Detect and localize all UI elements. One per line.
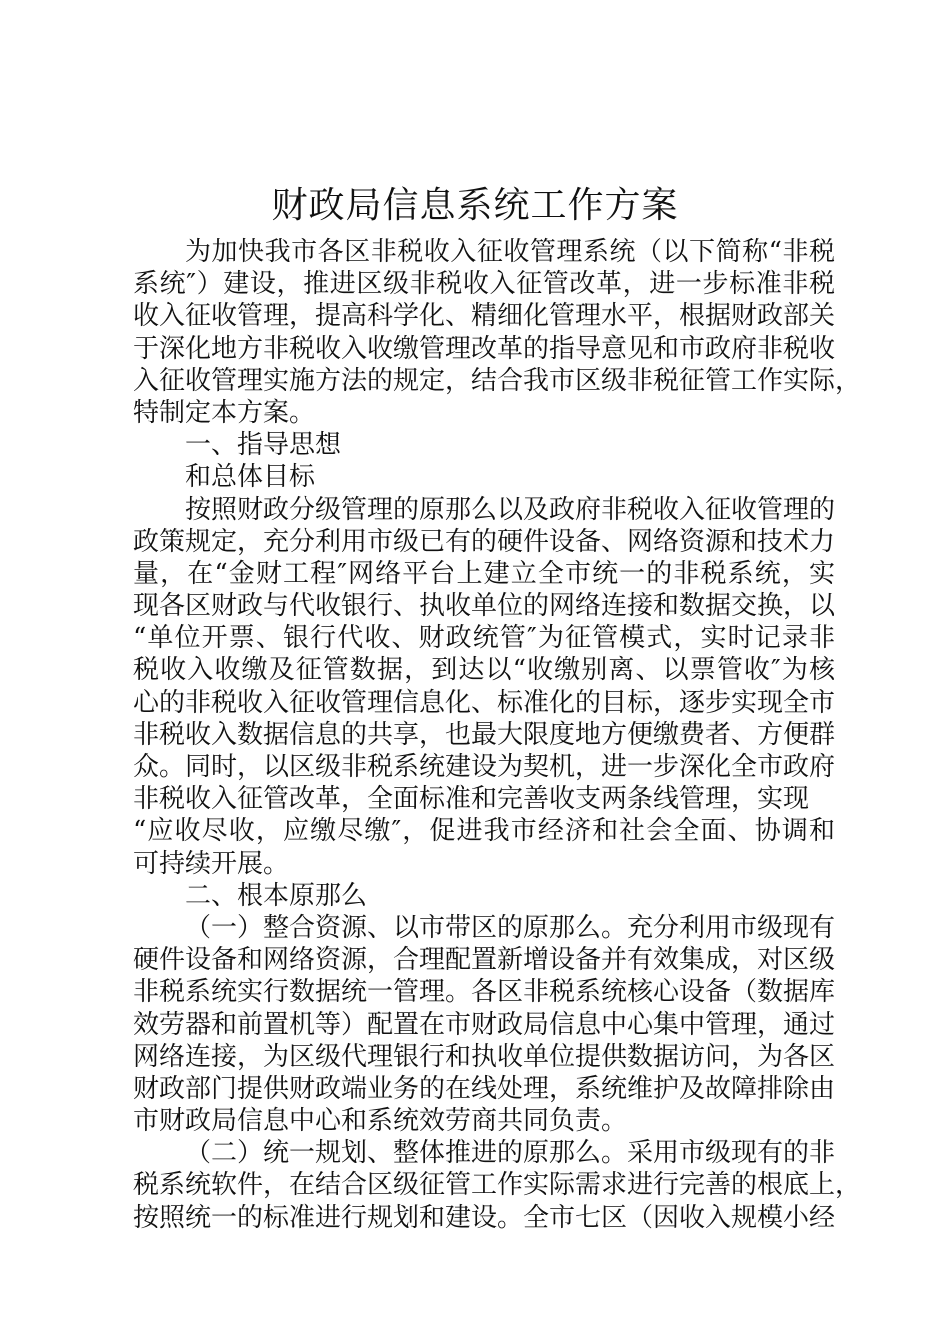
- body-line: 财政部门提供财政端业务的在线处理，系统维护及故障排除由: [133, 1073, 836, 1104]
- body-line: 系统″）建设，推进区级非税收入征管改革，进一步标准非税: [133, 269, 835, 300]
- body-line: 收入征收管理，提高科学化、精细化管理水平，根据财政部关: [133, 301, 836, 332]
- body-line: 量，在“金财工程″网络平台上建立全市统一的非税系统，实: [133, 558, 835, 589]
- section-heading: 和总体目标: [185, 462, 316, 493]
- body-line: 非税收入数据信息的共享，也最大限度地方便缴费者、方便群: [133, 719, 836, 750]
- body-line: 非税系统实行数据统一管理。各区非税系统核心设备（数据库: [133, 977, 836, 1008]
- body-line: “单位开票、银行代收、财政统管″为征管模式，实时记录非: [133, 623, 835, 654]
- body-line: 非税收入征管改革，全面标准和完善收支两条线管理，实现: [133, 784, 810, 815]
- body-line: “应收尽收，应缴尽缴″，促进我市经济和社会全面、协调和: [133, 816, 835, 847]
- body-line: 众。同时，以区级非税系统建设为契机，进一步深化全市政府: [133, 752, 836, 782]
- document-body: [133, 236, 862, 1234]
- body-line: 市财政局信息中心和系统效劳商共同负责。: [133, 1106, 628, 1137]
- body-line: 心的非税收入征收管理信息化、标准化的目标，逐步实现全市: [133, 687, 836, 718]
- body-line: （二）统一规划、整体推进的原那么。采用市级现有的非: [185, 1138, 836, 1169]
- body-line: 税系统软件，在结合区级征管工作实际需求进行完善的根底上，: [133, 1170, 862, 1201]
- section-heading: 一、指导思想: [185, 430, 342, 461]
- body-line: 效劳器和前置机等）配置在市财政局信息中心集中管理，通过: [133, 1009, 836, 1040]
- body-line: 特制定本方案。: [133, 397, 316, 428]
- body-line: 政策规定，充分利用市级已有的硬件设备、网络资源和技术力: [133, 526, 836, 557]
- body-line: 网络连接，为区级代理银行和执收单位提供数据访问，为各区: [133, 1041, 836, 1072]
- document-title: 财政局信息系统工作方案: [271, 185, 679, 226]
- body-line: （一）整合资源、以市带区的原那么。充分利用市级现有: [185, 912, 836, 943]
- section-heading: 二、根本原那么: [185, 880, 368, 911]
- body-line: 可持续开展。: [133, 848, 290, 879]
- body-line: 于深化地方非税收入收缴管理改革的指导意见和市政府非税收: [133, 333, 836, 364]
- body-line: 硬件设备和网络资源，合理配置新增设备并有效集成，对区级: [133, 945, 836, 976]
- body-line: 入征收管理实施方法的规定，结合我市区级非税征管工作实际，: [133, 365, 862, 396]
- body-line: 按照财政分级管理的原那么以及政府非税收入征收管理的: [185, 494, 836, 525]
- body-line: 现各区财政与代收银行、执收单位的网络连接和数据交换，以: [133, 591, 836, 622]
- body-line: 税收入收缴及征管数据，到达以“收缴别离、以票管收″为核: [133, 655, 835, 686]
- body-line: 按照统一的标准进行规划和建设。全市七区（因收入规模小经: [133, 1202, 836, 1233]
- body-line: 为加快我市各区非税收入征收管理系统（以下简称“非税: [185, 237, 835, 267]
